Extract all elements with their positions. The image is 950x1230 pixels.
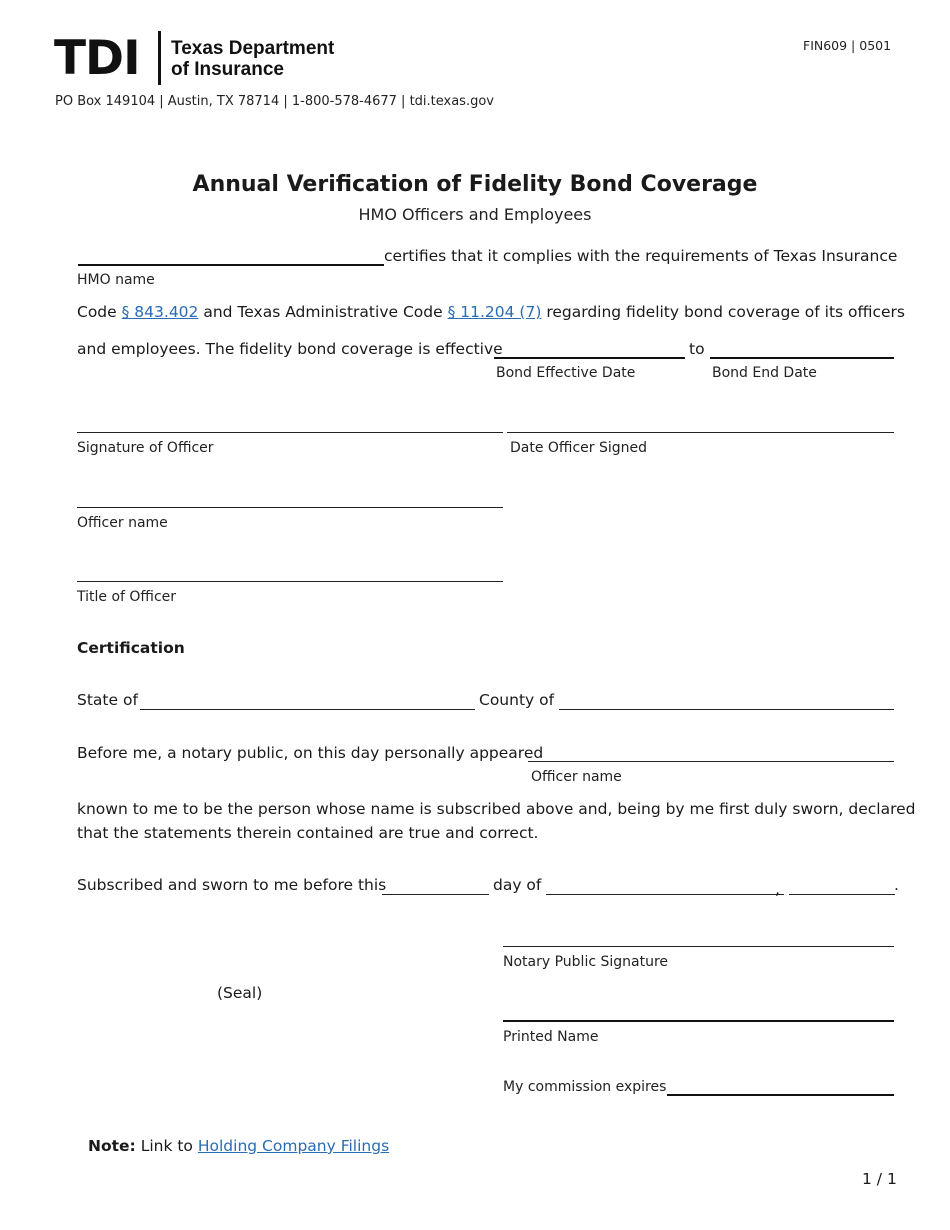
holding-company-filings-link[interactable]: Holding Company Filings	[197, 1137, 390, 1155]
commission-expires-label: My commission expires	[503, 1079, 667, 1095]
effective-text: and employees. The fidelity bond coverage is effective	[77, 340, 503, 358]
appeared-officer-name-label: Officer name	[531, 769, 622, 785]
document-subtitle: HMO Officers and Employees	[358, 205, 592, 224]
date-period: .	[894, 876, 899, 894]
certifies-text: certifies that it complies with the requirements of Texas Insurance	[384, 247, 898, 265]
state-label: State of	[77, 691, 138, 709]
commission-expires-field[interactable]	[667, 1094, 894, 1096]
code-reference-line	[77, 303, 905, 321]
certification-heading: Certification	[77, 639, 185, 657]
agency-name-line1: Texas Department	[171, 38, 335, 59]
bond-effective-date-field[interactable]	[494, 357, 685, 359]
agency-name-line2: of Insurance	[171, 59, 284, 80]
logo-divider	[158, 31, 161, 85]
hmo-name-label: HMO name	[77, 272, 155, 288]
document-title: Annual Verification of Fidelity Bond Coverage	[192, 172, 758, 197]
agency-address: PO Box 149104 | Austin, TX 78714 | 1-800-578-4677 | tdi.texas.gov	[55, 94, 494, 109]
form-code: FIN609 | 0501	[803, 38, 892, 53]
agency-name	[171, 38, 334, 80]
day-of-text: day of	[493, 876, 542, 894]
code-prefix: Code	[77, 303, 117, 321]
admin-code-link[interactable]: § 11.204 (7)	[447, 303, 542, 321]
officer-name-field[interactable]	[77, 507, 503, 508]
tdi-logo: TDI	[54, 31, 140, 86]
state-field[interactable]	[140, 709, 475, 710]
officer-name-label: Officer name	[77, 515, 168, 531]
notary-signature-label: Notary Public Signature	[503, 954, 669, 970]
seal-label: (Seal)	[217, 984, 263, 1002]
page-number: 1 / 1	[862, 1170, 897, 1188]
code-suffix: regarding fidelity bond coverage of its officers	[546, 303, 906, 321]
officer-signature-label: Signature of Officer	[77, 440, 214, 456]
sworn-day-field[interactable]	[382, 894, 489, 895]
code-middle: and Texas Administrative Code	[203, 303, 443, 321]
to-text: to	[689, 340, 705, 358]
county-label: County of	[479, 691, 555, 709]
bond-effective-date-label: Bond Effective Date	[496, 365, 636, 381]
officer-title-field[interactable]	[77, 581, 503, 582]
sworn-month-field[interactable]	[546, 894, 784, 895]
sworn-statement-line1: known to me to be the person whose name is subscribed above and, being by me first duly sworn, declared	[77, 800, 916, 818]
note-label: Note:	[88, 1137, 136, 1155]
officer-signature-field[interactable]	[77, 432, 503, 433]
notary-signature-field[interactable]	[503, 946, 894, 947]
note-text: Link to	[140, 1137, 193, 1155]
bond-end-date-label: Bond End Date	[712, 365, 817, 381]
insurance-code-link[interactable]: § 843.402	[121, 303, 199, 321]
county-field[interactable]	[559, 709, 894, 710]
sworn-year-field[interactable]	[789, 894, 895, 895]
sworn-statement-line2: that the statements therein contained are true and correct.	[77, 824, 539, 842]
bond-end-date-field[interactable]	[710, 357, 894, 359]
date-comma: ,	[775, 880, 780, 898]
appeared-officer-name-field[interactable]	[528, 761, 894, 762]
officer-title-label: Title of Officer	[77, 589, 177, 605]
subscribed-text: Subscribed and sworn to me before this	[77, 876, 387, 894]
date-officer-signed-label: Date Officer Signed	[510, 440, 648, 456]
footer-note	[88, 1137, 389, 1155]
date-officer-signed-field[interactable]	[507, 432, 894, 433]
notary-printed-name-field[interactable]	[503, 1020, 894, 1022]
hmo-name-field[interactable]	[78, 264, 384, 266]
notary-printed-name-label: Printed Name	[503, 1029, 599, 1045]
appeared-text: Before me, a notary public, on this day personally appeared	[77, 744, 544, 762]
